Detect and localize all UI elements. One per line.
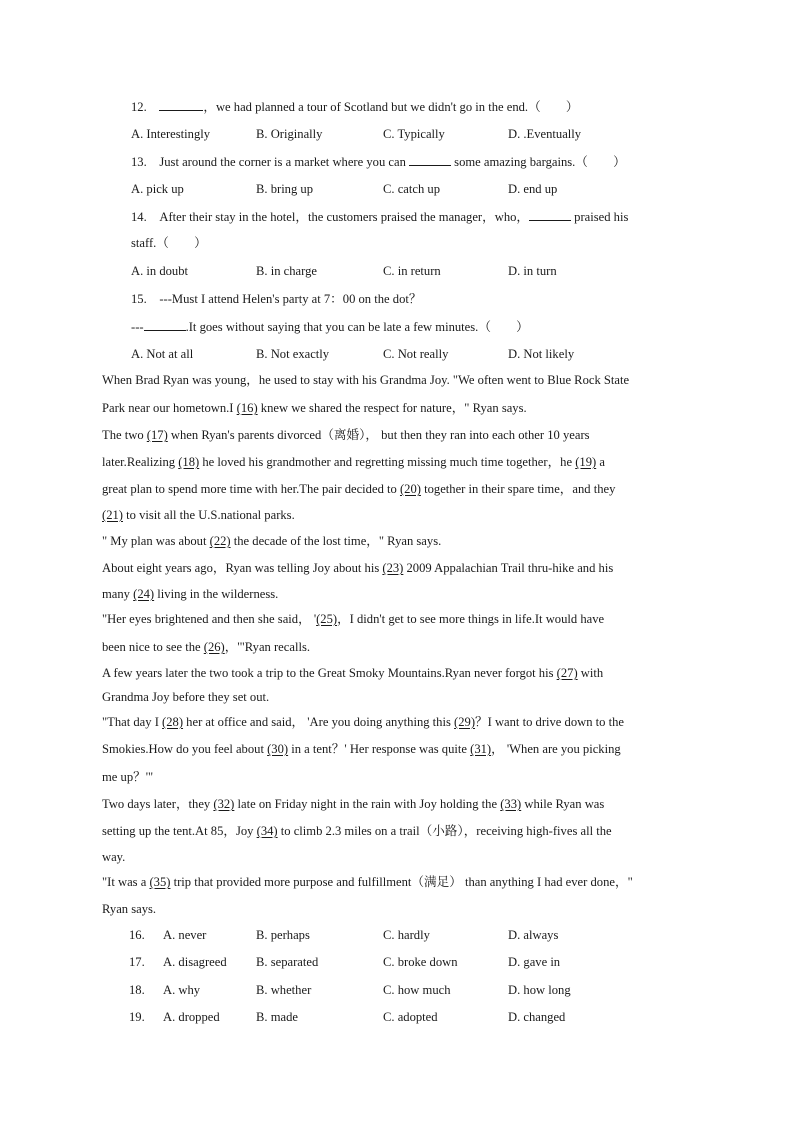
- passage-text: A few years later the two took a trip to the Great Smoky Mountains.Ryan never forgot his: [102, 666, 557, 680]
- question-text-end: some amazing bargains.（ ）: [451, 155, 626, 169]
- option-b: B. whether: [256, 983, 312, 997]
- blank-19: (19): [575, 455, 597, 469]
- blank-23: (23): [382, 561, 404, 575]
- question-number: 15.: [131, 292, 147, 306]
- blank-22: (22): [209, 534, 231, 548]
- blank-33: (33): [500, 797, 522, 811]
- passage-text: been nice to see the: [102, 640, 204, 654]
- passage-line: [102, 533, 441, 549]
- option-d: D. how long: [508, 983, 571, 997]
- option-a: A. Not at all: [131, 347, 194, 361]
- answer-blank: [144, 318, 186, 331]
- blank-16: (16): [236, 401, 258, 415]
- passage-text: to climb 2.3 miles on a trail（小路），receiving high-fives all the: [277, 824, 612, 838]
- passage-text: ？I want to drive down to the: [475, 715, 625, 729]
- question-14-continued: staff.（ ）: [131, 236, 207, 250]
- passage-text: 2009 Appalachian Trail thru-hike and his: [403, 561, 614, 575]
- passage-text: ，I didn't get to see more things in life.It would have: [337, 612, 605, 626]
- blank-29: (29): [454, 715, 476, 729]
- option-d: D. end up: [508, 182, 558, 196]
- passage-line: [102, 874, 633, 890]
- passage-text: in a tent？' Her response was quite: [288, 742, 471, 756]
- passage-text: About eight years ago，Ryan was telling Joy about his: [102, 561, 383, 575]
- passage-line: [102, 586, 278, 602]
- passage-line: [102, 796, 604, 812]
- option-a: A. why: [163, 983, 201, 997]
- passage-text: Two days later，they: [102, 797, 214, 811]
- passage-text: when Ryan's parents divorced（离婚）， but then they ran into each other 10 years: [167, 428, 590, 442]
- passage-line: [102, 481, 615, 497]
- option-d: D. .Eventually: [508, 127, 582, 141]
- passage-text: together in their spare time，and they: [420, 482, 616, 496]
- option-d: D. always: [508, 928, 559, 942]
- question-number: 13.: [131, 155, 147, 169]
- passage-line: Grandma Joy before they set out.: [102, 690, 270, 704]
- cloze-number: 17.: [129, 955, 145, 969]
- question-text: Just around the corner is a market where you can: [159, 155, 410, 169]
- passage-text: The two: [102, 428, 147, 442]
- cloze-number: 19.: [129, 1010, 145, 1024]
- passage-text: to visit all the U.S.national parks.: [122, 508, 295, 522]
- option-c: C. adopted: [383, 1010, 438, 1024]
- passage-text: trip that provided more purpose and fulfillment（满足） than anything I had ever done，": [170, 875, 633, 889]
- option-c: C. Not really: [383, 347, 449, 361]
- option-b: B. Not exactly: [256, 347, 330, 361]
- question-13: [131, 153, 626, 170]
- passage-text: "That day I: [102, 715, 163, 729]
- passage-line: [102, 400, 527, 416]
- question-text-end: .It goes without saying that you can be late a few minutes.（ ）: [185, 320, 529, 334]
- passage-text: a: [596, 455, 605, 469]
- passage-text: the decade of the lost time，" Ryan says.: [230, 534, 442, 548]
- option-d: D. Not likely: [508, 347, 575, 361]
- option-c: C. catch up: [383, 182, 441, 196]
- passage-line: [102, 560, 613, 576]
- passage-text: ， 'When are you picking: [491, 742, 621, 756]
- question-text: ，we had planned a tour of Scotland but we didn't go in the end.（ ）: [203, 100, 579, 114]
- option-a: A. dropped: [163, 1010, 220, 1024]
- passage-text: many: [102, 587, 134, 601]
- passage-line: way.: [102, 850, 126, 864]
- dialog-dash: ---: [131, 320, 144, 334]
- question-12: [131, 98, 578, 115]
- option-b: B. Originally: [256, 127, 323, 141]
- question-number: 14.: [131, 210, 147, 224]
- answer-blank: [529, 208, 571, 221]
- passage-text: " My plan was about: [102, 534, 210, 548]
- option-b: B. perhaps: [256, 928, 310, 942]
- blank-20: (20): [399, 482, 421, 496]
- question-15-reply: [131, 318, 529, 335]
- passage-text: he loved his grandmother and regretting missing much time together，he: [199, 455, 576, 469]
- blank-21: (21): [102, 508, 123, 522]
- passage-line: Ryan says.: [102, 902, 157, 916]
- passage-text: while Ryan was: [521, 797, 605, 811]
- passage-text: living in the wilderness.: [154, 587, 279, 601]
- passage-line: [102, 507, 295, 523]
- question-text-end: praised his: [571, 210, 629, 224]
- option-a: A. never: [163, 928, 207, 942]
- passage-line: [102, 823, 612, 839]
- blank-18: (18): [178, 455, 200, 469]
- blank-28: (28): [162, 715, 184, 729]
- option-a: A. pick up: [131, 182, 184, 196]
- option-b: B. separated: [256, 955, 319, 969]
- passage-text: setting up the tent.At 85，Joy: [102, 824, 257, 838]
- option-c: C. hardly: [383, 928, 430, 942]
- blank-30: (30): [267, 742, 289, 756]
- question-number: 12.: [131, 100, 147, 114]
- option-b: B. bring up: [256, 182, 314, 196]
- answer-blank: [409, 153, 451, 166]
- blank-32: (32): [213, 797, 235, 811]
- blank-35: (35): [149, 875, 171, 889]
- blank-24: (24): [133, 587, 155, 601]
- question-text: After their stay in the hotel，the customers praised the manager，who，: [159, 210, 530, 224]
- option-c: C. Typically: [383, 127, 445, 141]
- passage-line: [102, 454, 605, 470]
- blank-17: (17): [146, 428, 168, 442]
- passage-text: Park near our hometown.I: [102, 401, 237, 415]
- passage-text: her at office and said， 'Are you doing anything this: [183, 715, 455, 729]
- passage-line: [102, 741, 621, 757]
- option-c: C. in return: [383, 264, 441, 278]
- passage-line: [102, 427, 590, 443]
- option-b: B. made: [256, 1010, 298, 1024]
- option-b: B. in charge: [256, 264, 317, 278]
- passage-line: [102, 714, 624, 730]
- cloze-number: 18.: [129, 983, 145, 997]
- option-a: A. disagreed: [163, 955, 227, 969]
- blank-25: (25): [316, 612, 338, 626]
- answer-blank: [159, 98, 203, 111]
- passage-line: [102, 665, 603, 681]
- passage-text: "It was a: [102, 875, 150, 889]
- passage-line: [102, 611, 604, 627]
- blank-27: (27): [556, 666, 578, 680]
- option-c: C. broke down: [383, 955, 458, 969]
- option-d: D. in turn: [508, 264, 557, 278]
- blank-34: (34): [256, 824, 278, 838]
- cloze-number: 16.: [129, 928, 145, 942]
- passage-line: [102, 639, 310, 655]
- passage-text: knew we shared the respect for nature，" Ryan says.: [257, 401, 527, 415]
- blank-31: (31): [470, 742, 492, 756]
- passage-text: late on Friday night in the rain with Joy holding the: [234, 797, 501, 811]
- passage-line: When Brad Ryan was young，he used to stay with his Grandma Joy. "We often went to Blue Rock State: [102, 373, 630, 387]
- option-a: A. Interestingly: [131, 127, 211, 141]
- passage-text: great plan to spend more time with her.The pair decided to: [102, 482, 400, 496]
- passage-text: with: [577, 666, 604, 680]
- question-14: [131, 208, 628, 225]
- option-c: C. how much: [383, 983, 451, 997]
- passage-text: ，'"Ryan recalls.: [224, 640, 310, 654]
- passage-text: "Her eyes brightened and then she said， ': [102, 612, 317, 626]
- passage-text: later.Realizing: [102, 455, 179, 469]
- question-15: [131, 291, 421, 307]
- option-d: D. gave in: [508, 955, 561, 969]
- blank-26: (26): [203, 640, 225, 654]
- question-text: ---Must I attend Helen's party at 7：00 on the dot？: [159, 292, 422, 306]
- passage-text: Smokies.How do you feel about: [102, 742, 268, 756]
- passage-line: me up？'": [102, 770, 154, 784]
- option-a: A. in doubt: [131, 264, 189, 278]
- option-d: D. changed: [508, 1010, 566, 1024]
